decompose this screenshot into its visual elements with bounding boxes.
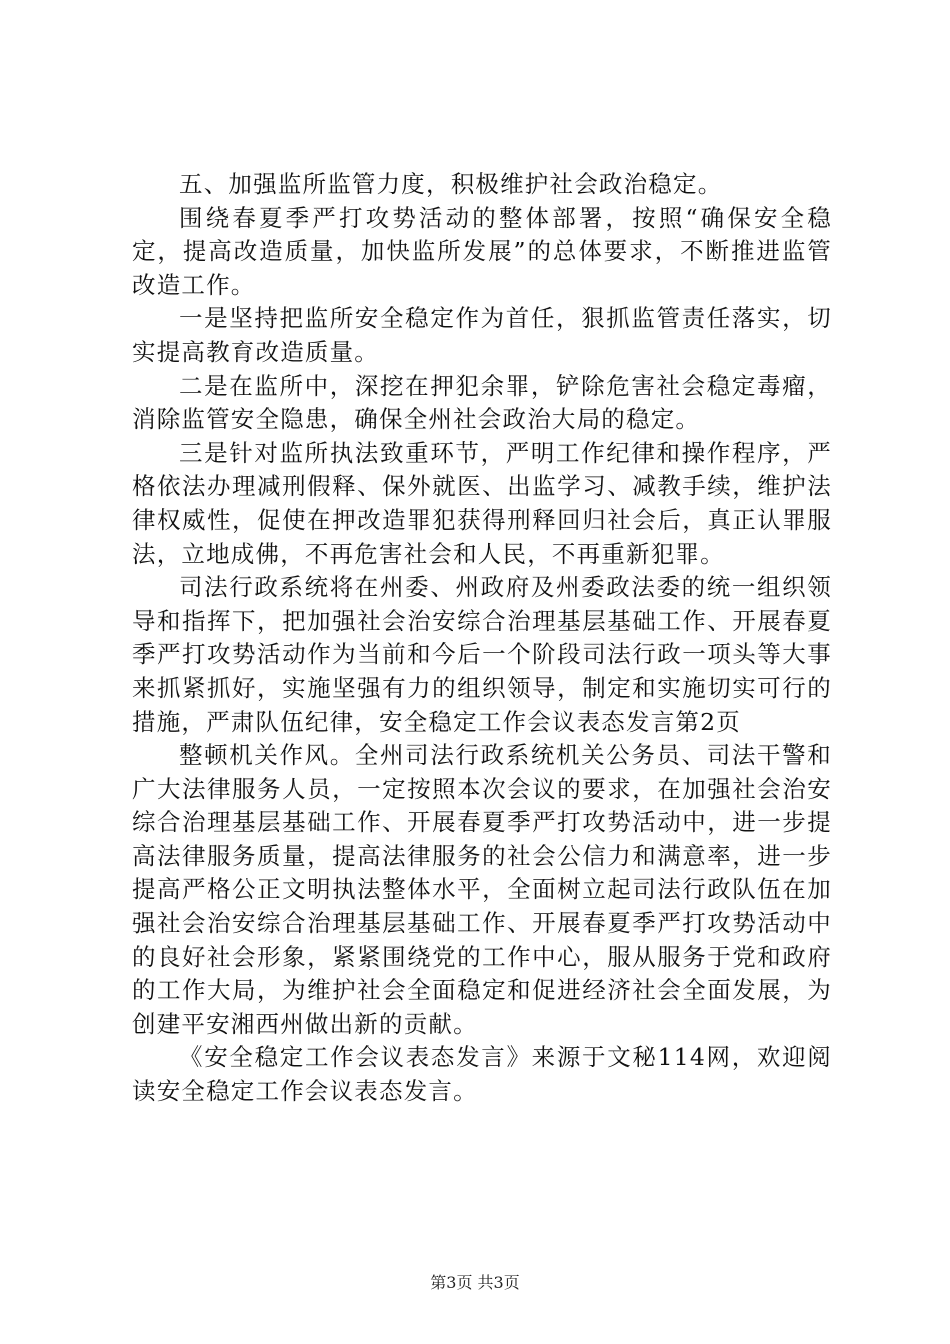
paragraph-work-style: 整顿机关作风。全州司法行政系统机关公务员、司法干警和广大法律服务人员，一定按照本次会议的要求，在加强社会治安综合治理基层基础工作、开展春夏季严打攻势活动中，进一步提高法律服务质量，提高法律服务的社会公信力和满意率，进一步提高严格公正文明执法整体水平，全面树立起司法行政队伍在加强社会治安综合治理基层基础工作、开展春夏季严打攻势活动中的良好社会形象，紧紧围绕党的工作中心，服从服务于党和政府的工作大局，为维护社会全面稳定和促进经济社会全面发展，为创建平安湘西州做出新的贡献。: [132, 741, 832, 1038]
paragraph-point-three: 三是针对监所执法致重环节，严明工作纪律和操作程序，严格依法办理减刑假释、保外就医、出监学习、减教手续，维护法律权威性，促使在押改造罪犯获得刑释回归社会后，真正认罪服法，立地成佛，不再危害社会和人民，不再重新犯罪。: [132, 438, 832, 568]
page-number-footer: 第3页 共3页: [430, 1273, 520, 1292]
paragraph-intro: 围绕春夏季严打攻势活动的整体部署，按照“确保安全稳定，提高改造质量，加快监所发展”的总体要求，不断推进监管改造工作。: [132, 203, 832, 299]
document-body: [132, 168, 832, 1109]
paragraph-point-two: 二是在监所中，深挖在押犯余罪，铲除危害社会稳定毒瘤，消除监管安全隐患，确保全州社会政治大局的稳定。: [132, 371, 832, 434]
paragraph-point-one: 一是坚持把监所安全稳定作为首任，狠抓监管责任落实，切实提高教育改造质量。: [132, 304, 832, 366]
paragraph-system-leadership: 司法行政系统将在州委、州政府及州委政法委的统一组织领导和指挥下，把加强社会治安综合治理基层基础工作、开展春夏季严打攻势活动作为当前和今后一个阶段司法行政一项头等大事来抓紧抓好，实施坚强有力的组织领导，制定和实施切实可行的措施，严肃队伍纪律，安全稳定工作会议表态发言第2页: [132, 573, 832, 736]
paragraph-section-heading: 五、加强监所监管力度，积极维护社会政治稳定。: [179, 170, 723, 198]
paragraph-source-note: 《安全稳定工作会议表态发言》来源于文秘114网，欢迎阅读安全稳定工作会议表态发言。: [132, 1043, 832, 1106]
